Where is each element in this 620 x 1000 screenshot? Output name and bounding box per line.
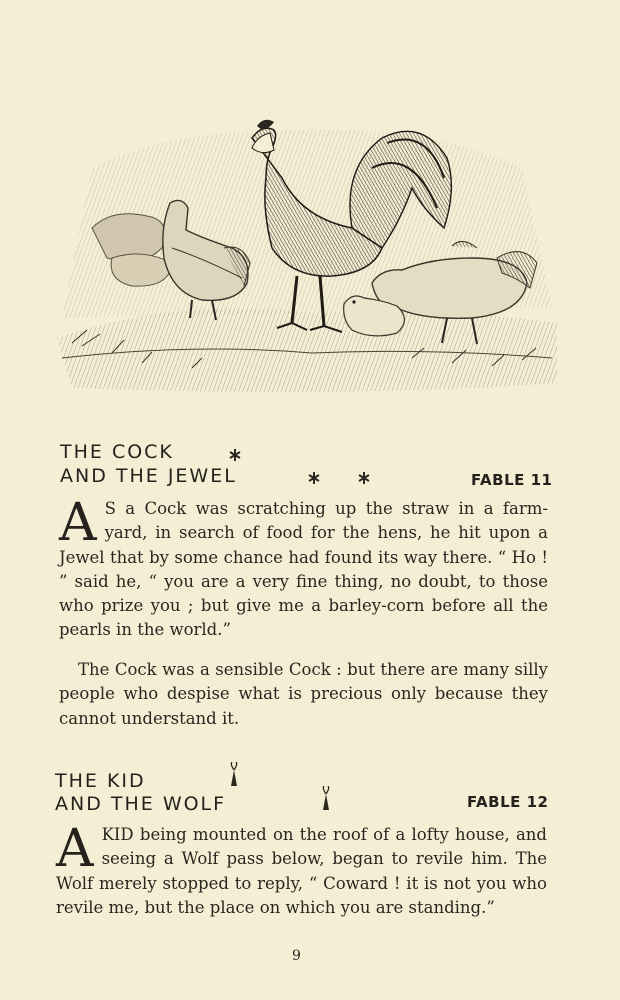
fable12-first-word: KID	[101, 825, 134, 844]
fable12-body	[56, 819, 547, 920]
cock-and-hens-illustration	[52, 108, 562, 400]
fable11-body	[59, 493, 548, 643]
fable11-title-line2: AND THE JEWEL	[60, 465, 237, 487]
fable12-title-line1: THE KID	[55, 770, 146, 792]
fable11-title-line1: THE COCK	[60, 441, 174, 463]
fable11-dropcap: A	[59, 493, 97, 553]
bee-ornament-icon	[357, 471, 371, 485]
fable12-dropcap: A	[56, 819, 94, 879]
fable11-first-word: S	[104, 499, 116, 518]
fable11-text: a Cock was scratching up the straw in a farm-yard, in search of food for the hens, he hit upon a Jewel that by some chance had found its way there. “ Ho ! ” said he, “ you are a very fine thing, no doubt, to those who prize you ; but give me a barley-corn before all the pearls in the world.”	[59, 499, 548, 640]
carrot-ornament-icon	[320, 786, 332, 812]
fable12-title-line2: AND THE WOLF	[55, 793, 227, 815]
fable11-moral: The Cock was a sensible Cock : but there are many silly people who despise what is precious only because they cannot understand it.	[59, 660, 548, 728]
fable11-number: FABLE 11	[471, 471, 553, 489]
carrot-ornament-icon	[228, 762, 240, 788]
fable12-text: being mounted on the roof of a lofty house, and seeing a Wolf pass below, began to revile him. The Wolf merely stopped to reply, “ Coward ! it is not you who revile me, but the place on which you are standing.”	[56, 825, 547, 917]
bee-ornament-icon	[307, 471, 321, 485]
bee-ornament-icon	[228, 448, 242, 462]
page-number: 9	[292, 948, 301, 964]
fable12-number: FABLE 12	[467, 793, 549, 811]
